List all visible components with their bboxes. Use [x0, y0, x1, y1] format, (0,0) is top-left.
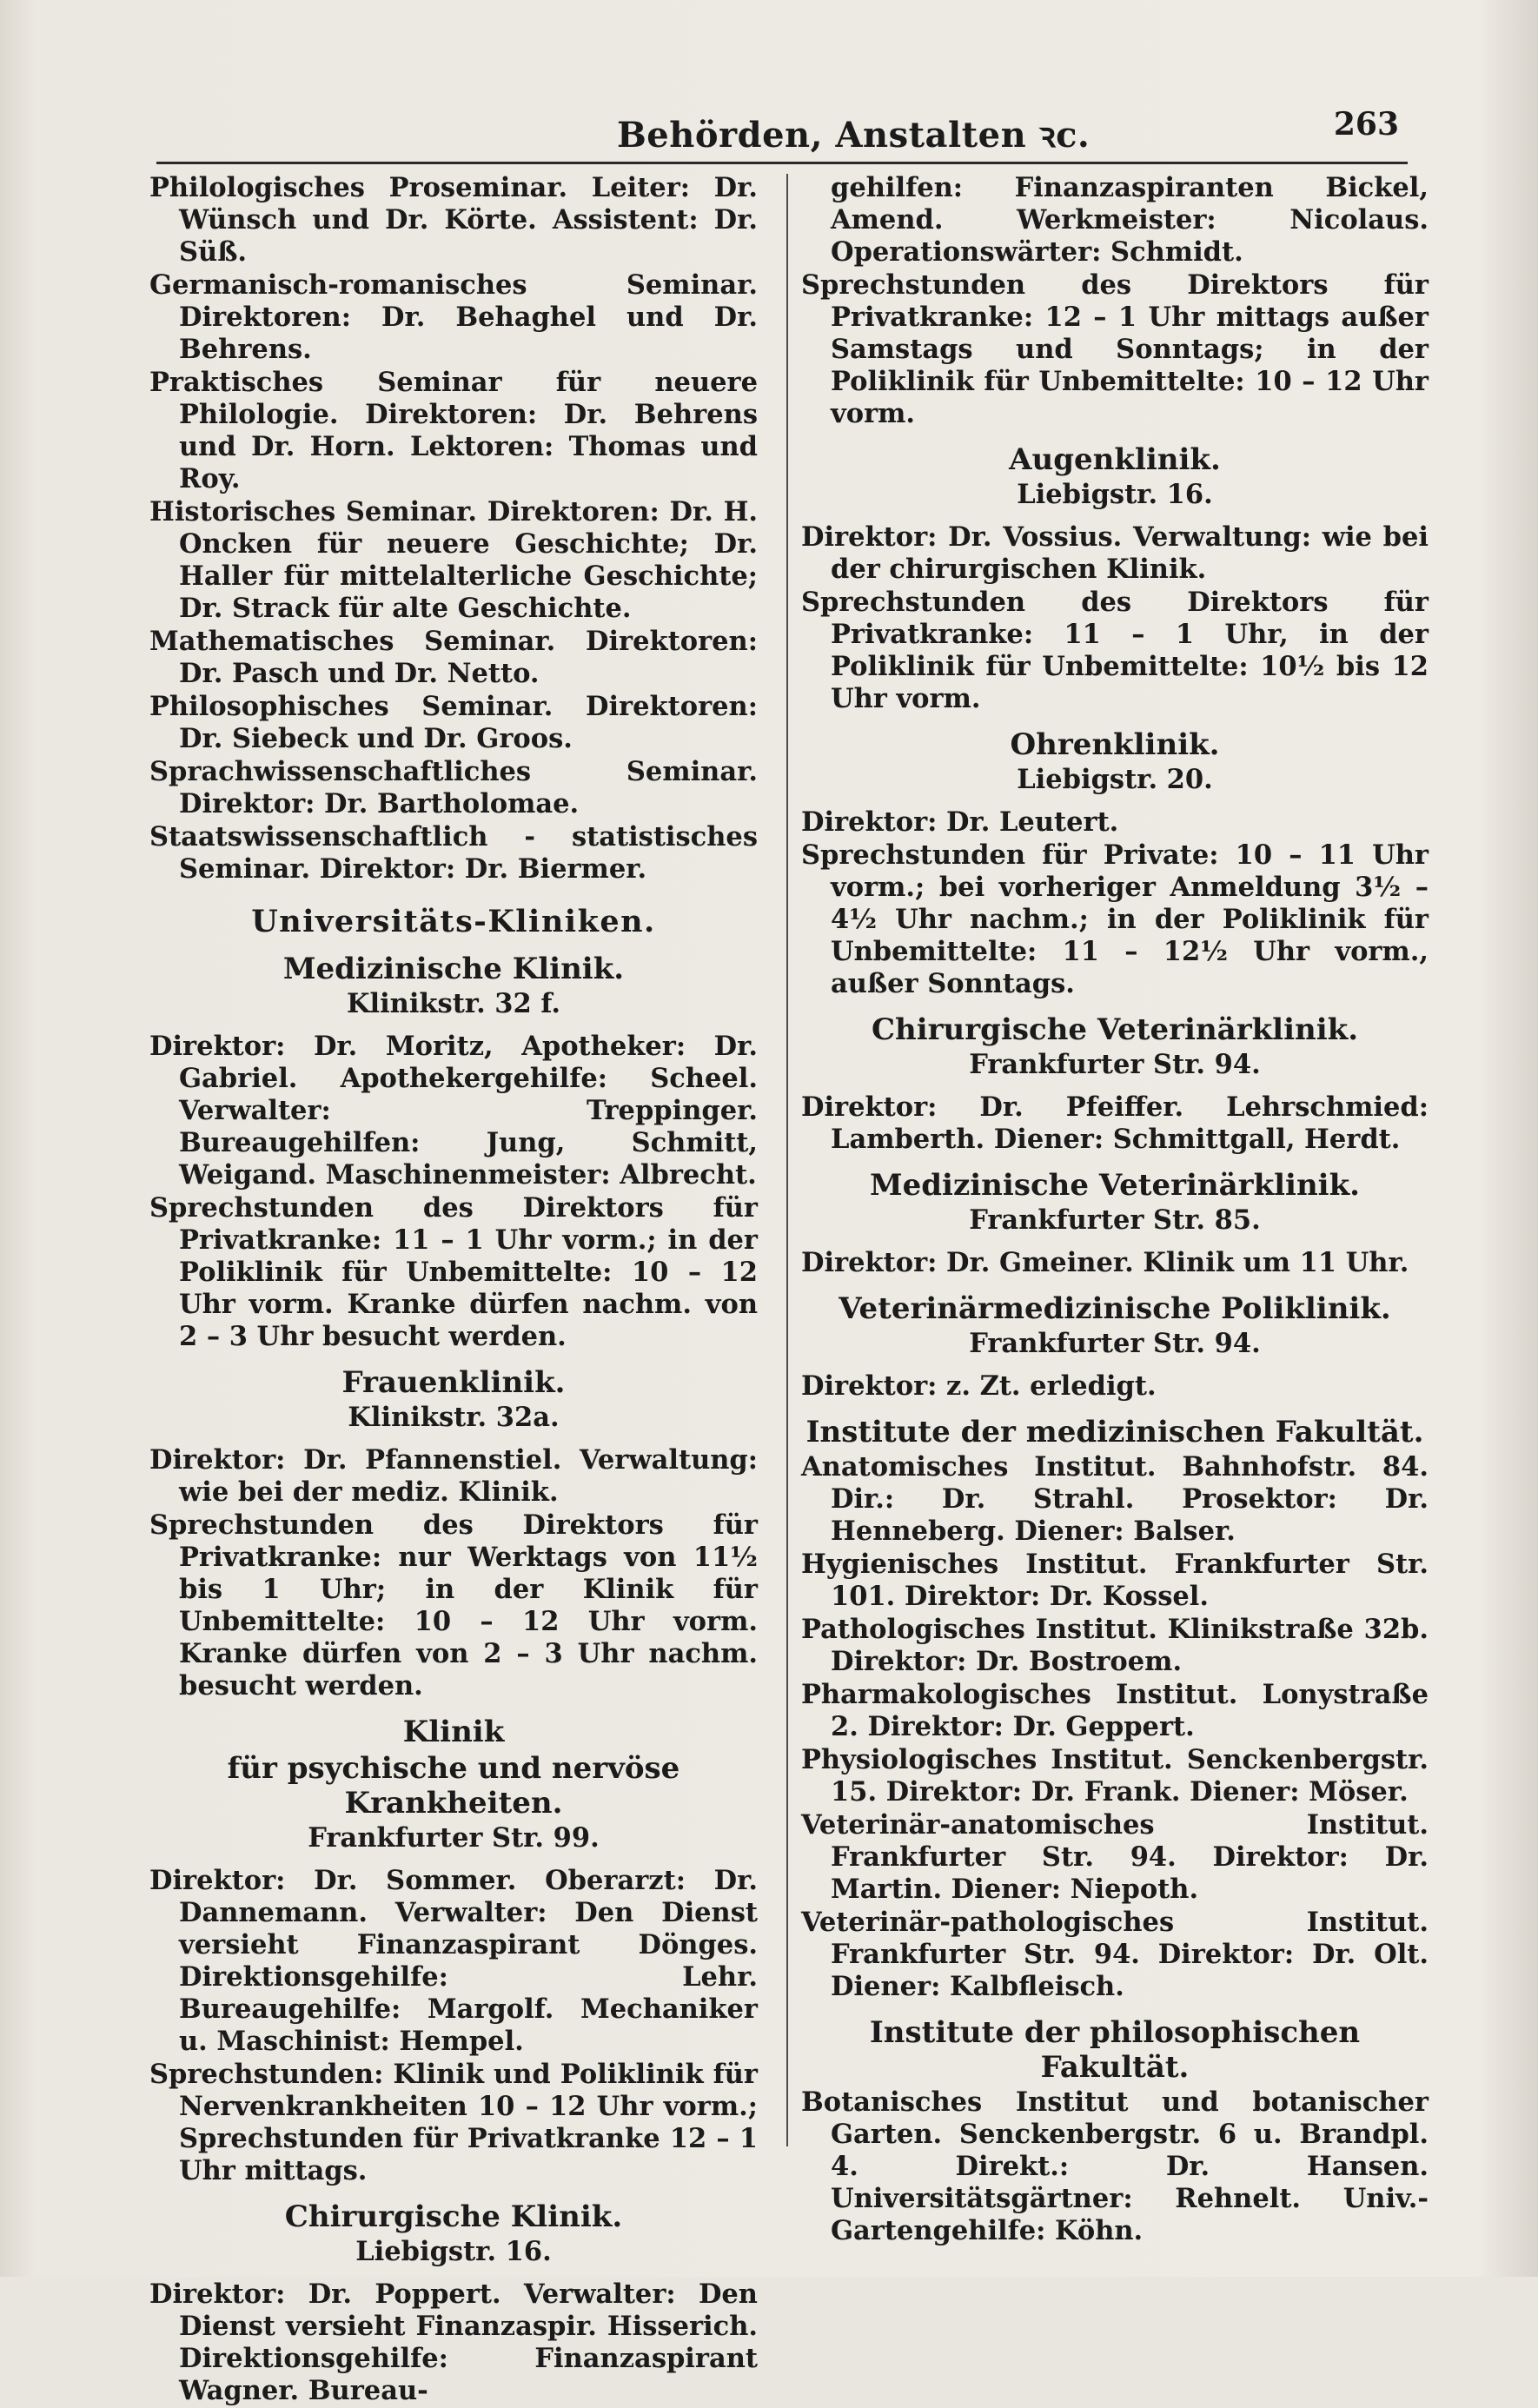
section-heading: Ohrenklinik. [1010, 727, 1220, 762]
text-entry: Veterinär-anatomisches Institut. Frankfurter Str. 94. Direktor: Dr. Martin. Diener: Niepoth. [801, 1809, 1429, 1905]
section-address: Frankfurter Str. 94. [969, 1328, 1261, 1359]
text-entry: Direktor: Dr. Vossius. Verwaltung: wie bei der chirurgischen Klinik. [801, 521, 1429, 585]
text-entry: Direktor: Dr. Pfeiffer. Lehrschmied: Lamberth. Diener: Schmittgall, Herdt. [801, 1091, 1429, 1155]
section-heading: Chirurgische Klinik. [284, 2199, 623, 2234]
text-entry: Direktor: Dr. Moritz, Apotheker: Dr. Gabriel. Apothekergehilfe: Scheel. Verwalter: Treppinger. Bureaugehilfen: Jung, Schmitt, Weigand. Maschinenmeister: Albrecht. [149, 1031, 758, 1191]
text-entry: Sprechstunden des Direktors für Privatkranke: 11 – 1 Uhr, in der Poliklinik für Unbemittelte: 10½ bis 12 Uhr vorm. [801, 587, 1429, 714]
section-address: Liebigstr. 16. [1017, 479, 1213, 510]
section-heading: Chirurgische Veterinärklinik. [871, 1012, 1359, 1047]
text-entry: Sprachwissenschaftliches Seminar. Direktor: Dr. Bartholomae. [149, 756, 758, 819]
text-entry: Direktor: z. Zt. erledigt. [801, 1370, 1157, 1402]
text-entry: Veterinär-pathologisches Institut. Frankfurter Str. 94. Direktor: Dr. Olt. Diener: Kalbfleisch. [801, 1907, 1429, 2002]
text-entry: Anatomisches Institut. Bahnhofstr. 84. Dir.: Dr. Strahl. Prosektor: Dr. Henneberg. Diener: Balser. [801, 1451, 1429, 1547]
section-address: Klinikstr. 32 f. [346, 988, 561, 1019]
left-column [149, 172, 758, 2408]
text-entry: Sprechstunden: Klinik und Poliklinik für Nervenkrankheiten 10 – 12 Uhr vorm.; Sprechstunden für Privatkranke 12 – 1 Uhr mittags. [149, 2059, 758, 2186]
section-address: Liebigstr. 20. [1017, 764, 1213, 795]
continued-entry: gehilfen: Finanzaspiranten Bickel, Amend. Werkmeister: Nicolaus. Operationswärter: Schmidt. [831, 172, 1429, 268]
section-address: Frankfurter Str. 94. [969, 1049, 1261, 1080]
text-entry: Botanisches Institut und botanischer Garten. Senckenbergstr. 6 u. Brandpl. 4. Direkt.: Dr. Hansen. Universitätsgärtner: Rehnelt. Univ.-Gartengehilfe: Köhn. [801, 2086, 1429, 2246]
section-heading: Institute der philosophischen Fakultät. [869, 2015, 1361, 2085]
text-entry: Philologisches Proseminar. Leiter: Dr. Wünsch und Dr. Körte. Assistent: Dr. Süß. [149, 172, 758, 268]
text-entry: Sprechstunden des Direktors für Privatkranke: nur Werktags von 11½ bis 1 Uhr; in der Klinik für Unbemittelte: 10 – 12 Uhr vorm. Kranke dürfen von 2 – 3 Uhr nachm. besucht werden. [149, 1509, 758, 1702]
section-heading: Frauenklinik. [341, 1365, 566, 1400]
section-heading: Medizinische Klinik. [282, 952, 625, 986]
section-heading: Klinik [402, 1715, 505, 1749]
column-divider [786, 174, 788, 2146]
section-address: Frankfurter Str. 99. [308, 1822, 600, 1854]
section-heading: Veterinärmedizinische Poliklinik. [839, 1291, 1391, 1326]
major-heading: Universitäts-Kliniken. [251, 904, 656, 939]
text-entry: Mathematisches Seminar. Direktoren: Dr. Pasch und Dr. Netto. [149, 626, 758, 689]
text-entry: Praktisches Seminar für neuere Philologie. Direktoren: Dr. Behrens und Dr. Horn. Lektoren: Thomas und Roy. [149, 367, 758, 494]
text-entry: Pharmakologisches Institut. Lonystraße 2. Direktor: Dr. Geppert. [801, 1679, 1429, 1742]
section-address: Frankfurter Str. 85. [969, 1204, 1261, 1236]
section-heading: für psychische und nervöse Krankheiten. [227, 1751, 680, 1821]
text-entry: Direktor: Dr. Poppert. Verwalter: Den Dienst versieht Finanzaspir. Hisserich. Direktionsgehilfe: Finanzaspirant Wagner. Bureau- [149, 2279, 758, 2406]
text-entry: Direktor: Dr. Sommer. Oberarzt: Dr. Dannemann. Verwalter: Den Dienst versieht Finanzaspirant Dönges. Direktionsgehilfe: Lehr. Bureaugehilfe: Margolf. Mechaniker u. Maschinist: Hempel. [149, 1865, 758, 2057]
header-rule [156, 162, 1408, 164]
text-entry: Sprechstunden des Direktors für Privatkranke: 12 – 1 Uhr mittags außer Samstags und Sonntags; in der Poliklinik für Unbemittelte: 10 – 12 Uhr vorm. [801, 269, 1429, 429]
text-entry: Staatswissenschaftlich - statistisches Seminar. Direktor: Dr. Biermer. [149, 821, 758, 885]
text-entry: Sprechstunden des Direktors für Privatkranke: 11 – 1 Uhr vorm.; in der Poliklinik für Unbemittelte: 10 – 12 Uhr vorm. Kranke dürfen nachm. von 2 – 3 Uhr besucht werden. [149, 1192, 758, 1352]
page-number: 263 [1333, 106, 1399, 143]
text-entry: Direktor: Dr. Pfannenstiel. Verwaltung: wie bei der mediz. Klinik. [149, 1444, 758, 1508]
section-heading: Augenklinik. [1009, 442, 1221, 477]
text-entry: Direktor: Dr. Gmeiner. Klinik um 11 Uhr. [801, 1247, 1409, 1278]
text-entry: Germanisch-romanisches Seminar. Direktoren: Dr. Behaghel und Dr. Behrens. [149, 269, 758, 365]
section-address: Liebigstr. 16. [355, 2236, 552, 2267]
running-head: Behörden, Anstalten ꝛc. [617, 115, 1091, 156]
text-entry: Hygienisches Institut. Frankfurter Str. 101. Direktor: Dr. Kossel. [801, 1549, 1429, 1612]
text-entry: Pathologisches Institut. Klinikstraße 32b. Direktor: Dr. Bostroem. [801, 1614, 1429, 1677]
right-column [801, 172, 1429, 2248]
page-header [156, 104, 1408, 156]
text-entry: Philosophisches Seminar. Direktoren: Dr. Siebeck und Dr. Groos. [149, 691, 758, 754]
section-heading: Medizinische Veterinärklinik. [870, 1168, 1360, 1203]
text-entry: Physiologisches Institut. Senckenbergstr. 15. Direktor: Dr. Frank. Diener: Möser. [801, 1744, 1429, 1808]
section-heading: Institute der medizinischen Fakultät. [805, 1415, 1424, 1449]
section-address: Klinikstr. 32a. [348, 1402, 560, 1433]
text-entry: Sprechstunden für Private: 10 – 11 Uhr vorm.; bei vorheriger Anmeldung 3½ – 4½ Uhr nachm.; in der Poliklinik für Unbemittelte: 11 – 12½ Uhr vorm., außer Sonntags. [801, 839, 1429, 999]
text-entry: Direktor: Dr. Leutert. [801, 806, 1119, 838]
text-entry: Historisches Seminar. Direktoren: Dr. H. Oncken für neuere Geschichte; Dr. Haller für mittelalterliche Geschichte; Dr. Strack für alte Geschichte. [149, 496, 758, 624]
